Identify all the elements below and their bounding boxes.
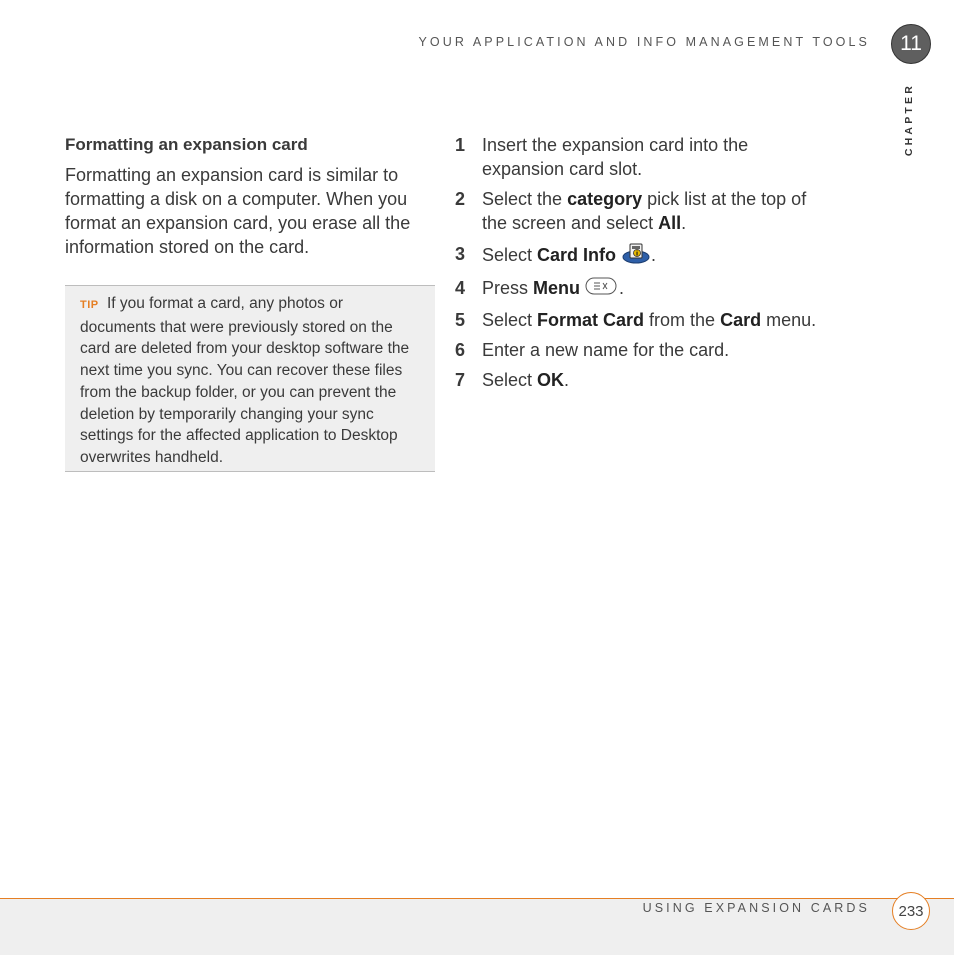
svg-text:i: i	[636, 250, 639, 258]
step-2	[455, 187, 825, 235]
step-7	[455, 368, 825, 392]
step-3	[455, 242, 825, 270]
chapter-number-badge: 11	[891, 24, 931, 64]
step-text: .	[651, 244, 657, 265]
step-text: Select	[482, 370, 538, 391]
tip-text: If you format a card, any photos or documents that were previously stored on the card are deleted from your desktop software the next time you sync. You can recover these files from the backup folder, or you can prevent the deletion by temporarily changing your sync settings for the affected application to Desktop overwrites handheld.	[80, 295, 410, 466]
step-6	[455, 338, 825, 362]
page-number-badge: 233	[892, 892, 930, 930]
step-4	[455, 276, 825, 302]
steps-list	[455, 133, 825, 392]
step-text: Select	[482, 310, 538, 331]
running-header: YOUR APPLICATION AND INFO MANAGEMENT TOOLS	[418, 35, 870, 49]
step-text: Insert the expansion card into the expansion card slot.	[482, 135, 749, 179]
card-menu-term: Card	[720, 310, 762, 331]
menu-key-icon	[585, 276, 619, 302]
step-text: pick list at the top of the screen and select	[482, 189, 807, 233]
step-text: Press	[482, 278, 534, 298]
chapter-label: CHAPTER	[903, 83, 915, 157]
all-term: All	[658, 213, 682, 233]
menu-term: Menu	[533, 278, 581, 298]
step-text: menu.	[761, 310, 817, 331]
step-number: 2	[455, 189, 466, 209]
card-info-term: Card Info	[537, 244, 617, 265]
ok-term: OK	[537, 370, 565, 391]
step-1	[455, 133, 825, 181]
step-text: .	[619, 278, 625, 298]
format-card-term: Format Card	[537, 310, 645, 331]
tip-box	[65, 285, 435, 472]
running-footer: USING EXPANSION CARDS	[642, 901, 870, 915]
step-text: .	[564, 370, 570, 391]
step-text: Enter a new name for the card.	[482, 340, 730, 361]
step-number: 5	[455, 310, 466, 331]
step-number: 4	[455, 278, 466, 298]
section-heading: Formatting an expansion card	[65, 135, 308, 154]
step-number: 7	[455, 370, 466, 391]
intro-paragraph: Formatting an expansion card is similar to formatting a disk on a computer. When you format an expansion card, you erase all the information stored on the card.	[65, 165, 411, 257]
card-info-icon	[621, 242, 651, 270]
tip-label: TIP	[80, 299, 99, 311]
category-term: category	[567, 189, 643, 209]
step-text: .	[681, 213, 687, 233]
step-5	[455, 308, 825, 332]
step-text: Select	[482, 244, 538, 265]
step-text: from the	[644, 310, 721, 331]
step-number: 3	[455, 244, 466, 264]
step-number: 1	[455, 135, 466, 155]
step-number: 6	[455, 340, 466, 361]
step-text: Select the	[482, 189, 568, 209]
